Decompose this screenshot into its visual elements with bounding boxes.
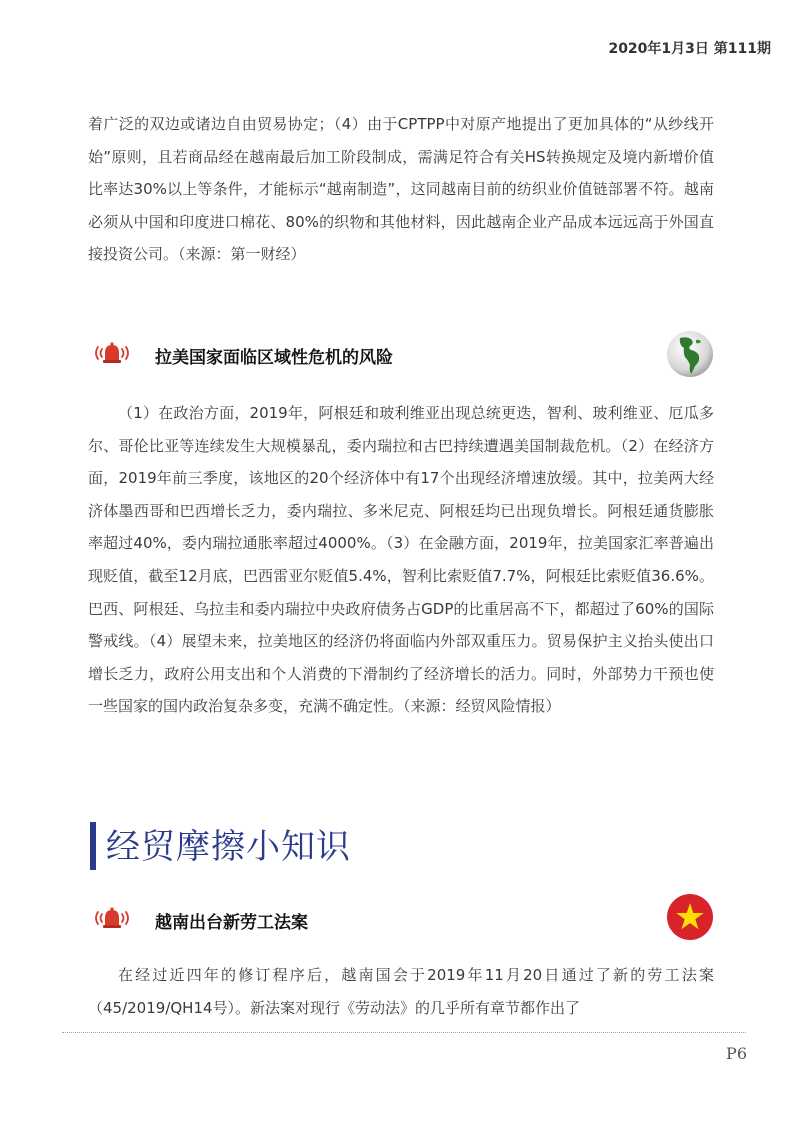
alarm-bell-icon xyxy=(92,906,132,930)
knowledge-heading: 经贸摩擦小知识 xyxy=(106,827,351,867)
globe-americas-icon xyxy=(666,330,714,378)
section-title-latam: 拉美国家面临区域性危机的风险 xyxy=(155,348,393,368)
section-body-vietnam: 在经过近四年的修订程序后，越南国会于2019年11月20日通过了新的劳工法案（45/2019/QH14号）。新法案对现行《劳动法》的几乎所有章节都作出了 xyxy=(88,966,714,1017)
vietnam-flag-icon xyxy=(666,893,714,941)
section-body-latam: （1）在政治方面，2019年，阿根廷和玻利维亚出现总统更迭，智利、玻利维亚、厄瓜多尔、哥伦比亚等连续发生大规模暴乱，委内瑞拉和古巴持续遭遇美国制裁危机。（2）在经济方面，2019年前三季度，该地区的20个经济体中有17个出现经济增速放缓。其中，拉美两大经济体墨西哥和巴西增长乏力，委内瑞拉、多米尼克、阿根廷均已出现负增长。阿根廷通货膨胀率超过40%，委内瑞拉通胀率超过4000%。（3）在金融方面，2019年，拉美国家汇率普遍出现贬值，截至12月底，巴西雷亚尔贬值5.4%，智利比索贬值7.7%，阿根廷比索贬值36.6%。巴西、阿根廷、乌拉圭和委内瑞拉中央政府债务占GDP的比重居高不下，都超过了60%的国际警戒线。（4）展望未来，拉美地区的经济仍将面临内外部双重压力。贸易保护主义抬头使出口增长乏力，政府公用支出和个人消费的下滑制约了经济增长的活力。同时，外部势力干预也使一些国家的国内政治复杂多变，充满不确定性。（来源：经贸风险情报） xyxy=(88,404,714,716)
page-number: P6 xyxy=(726,1044,747,1063)
intro-paragraph: 着广泛的双边或诸边自由贸易协定；（4）由于CPTPP中对原产地提出了更加具体的“从纱线开始”原则，且若商品经在越南最后加工阶段制成，需满足符合有关HS转换规定及境内新增价值比率达30%以上等条件，才能标示“越南制造”，这同越南目前的纺织业价值链部署不符。越南必须从中国和印度进口棉花、80%的织物和其他材料，因此越南企业产品成本远远高于外国直接投资公司。（来源：第一财经） xyxy=(88,115,714,264)
issue-date: 2020年1月3日 第111期 xyxy=(608,41,771,57)
heading-accent-bar xyxy=(90,822,96,870)
section-title-vietnam: 越南出台新劳工法案 xyxy=(155,913,308,933)
alarm-bell-icon xyxy=(92,341,132,365)
footer-divider xyxy=(62,1032,746,1033)
